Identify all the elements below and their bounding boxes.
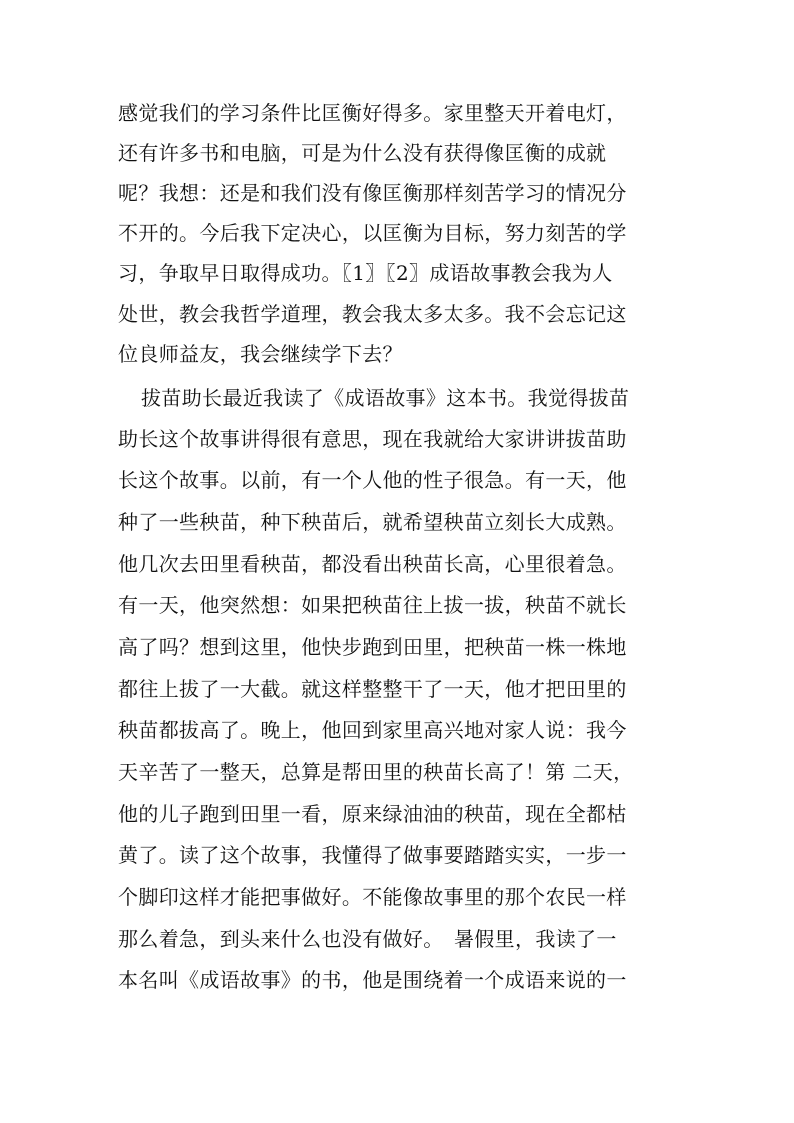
text-line: 呢？我想：还是和我们没有像匡衡那样刻苦学习的情况分 bbox=[118, 181, 627, 205]
text-line: 处世，教会我哲学道理，教会我太多太多。我不会忘记这 bbox=[118, 302, 627, 326]
text-line: 都往上拔了一大截。就这样整整干了一天，他才把田里的 bbox=[118, 677, 627, 701]
paragraph-first-line: 拔苗助长最近我读了《成语故事》这本书。我觉得拔苗 bbox=[141, 386, 630, 410]
text-line: 个脚印这样才能把事做好。不能像故事里的那个农民一样 bbox=[118, 885, 627, 909]
text-line: 他的儿子跑到田里一看，原来绿油油的秧苗，现在全都枯 bbox=[118, 802, 627, 826]
text-line: 他几次去田里看秧苗，都没看出秧苗长高，心里很着急。 bbox=[118, 552, 627, 576]
text-line: 天辛苦了一整天，总算是帮田里的秧苗长高了！第 二天， bbox=[118, 760, 634, 784]
text-line: 种了一些秧苗，种下秧苗后，就希望秧苗立刻长大成熟。 bbox=[118, 510, 627, 534]
text-line: 长这个故事。以前，有一个人他的性子很急。有一天，他 bbox=[118, 468, 627, 492]
text-line: 秧苗都拔高了。晚上，他回到家里高兴地对家人说：我今 bbox=[118, 718, 627, 742]
text-line: 有一天，他突然想：如果把秧苗往上拔一拔，秧苗不就长 bbox=[118, 593, 627, 617]
text-line: 感觉我们的学习条件比匡衡好得多。家里整天开着电灯， bbox=[118, 101, 627, 125]
text-line: 助长这个故事讲得很有意思，现在我就给大家讲讲拔苗助 bbox=[118, 427, 627, 451]
text-line: 本名叫《成语故事》的书，他是围绕着一个成语来说的一 bbox=[118, 968, 627, 992]
text-line: 那么着急，到头来什么也没有做好。 暑假里，我读了一 bbox=[118, 927, 617, 951]
text-line: 不开的。今后我下定决心，以匡衡为目标，努力刻苦的学 bbox=[118, 221, 627, 245]
text-line: 习，争取早日取得成功。〖1〗〖2〗成语故事教会我为人 bbox=[118, 261, 613, 285]
text-line: 高了吗？想到这里，他快步跑到田里，把秧苗一株一株地 bbox=[118, 635, 627, 659]
text-line: 位良师益友，我会继续学下去？ bbox=[118, 342, 403, 366]
text-line: 还有许多书和电脑，可是为什么没有获得像匡衡的成就 bbox=[118, 141, 607, 165]
text-line: 黄了。读了这个故事，我懂得了做事要踏踏实实，一步一 bbox=[118, 843, 627, 867]
